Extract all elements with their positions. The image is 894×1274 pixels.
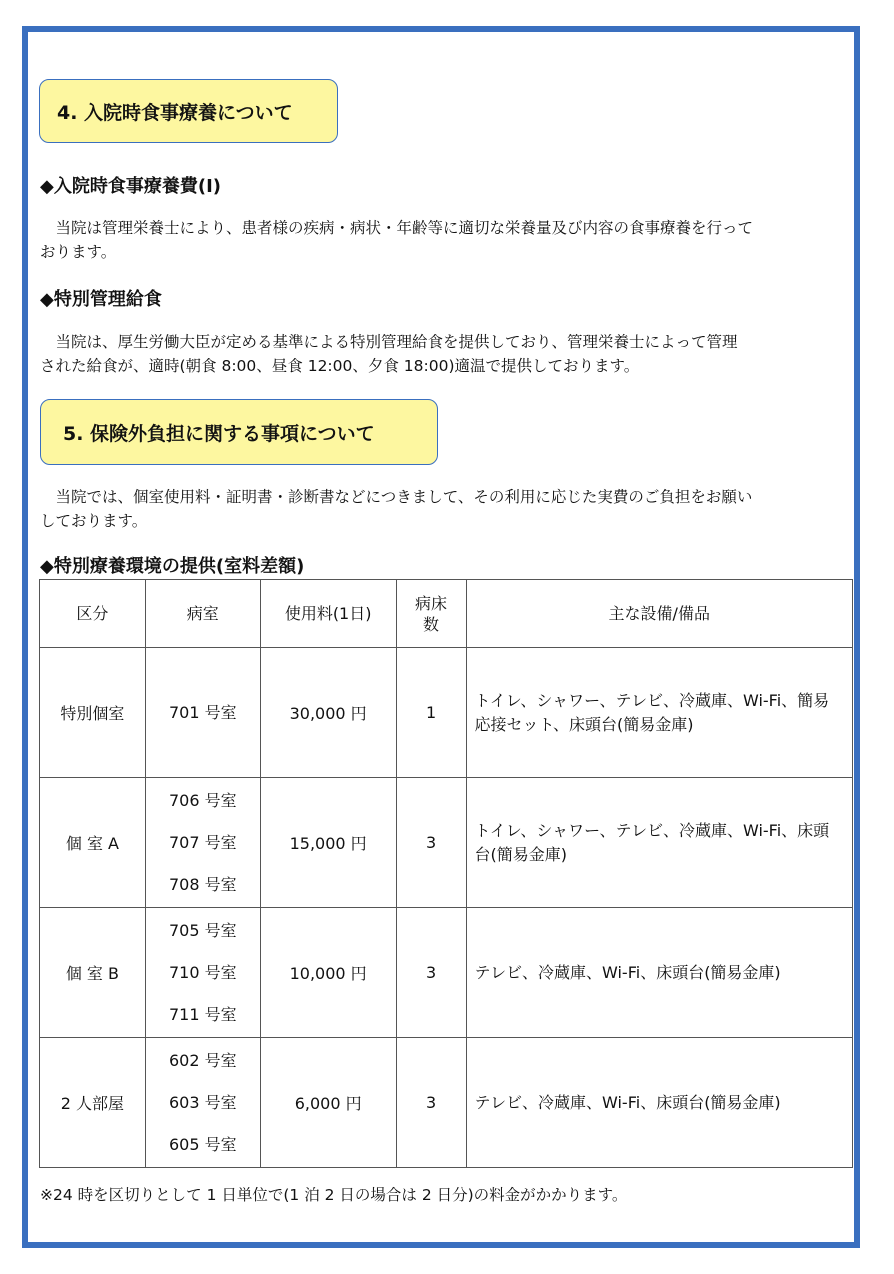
equipment-line-1: テレビ、冷蔵庫、Wi-Fi、床頭台(簡易金庫) — [474, 1092, 781, 1112]
row-category: 特別個室 — [40, 648, 146, 778]
table-row — [40, 1038, 853, 1168]
row-fee: 6,000 円 — [260, 1038, 396, 1168]
row-equipment — [466, 1038, 853, 1168]
row-fee: 30,000 円 — [260, 648, 396, 778]
special-meal-heading: ◆特別管理給食 — [40, 289, 162, 310]
extra-charge-line-1: 当院では、個室使用料・証明書・診断書などにつきまして、その利用に応じた実費のご負担をお願い — [55, 488, 753, 506]
row-rooms — [145, 1038, 260, 1168]
row-category: 2 人部屋 — [40, 1038, 146, 1168]
meal-cost-line-1: 当院は管理栄養士により、患者様の疾病・病状・年齢等に適切な栄養量及び内容の食事療養を行って — [55, 219, 754, 237]
table-row — [40, 648, 853, 778]
row-fee: 10,000 円 — [260, 908, 396, 1038]
section-5-title-box — [40, 399, 438, 465]
room-number: 710 号室 — [168, 962, 237, 982]
fee-note: ※24 時を区切りとして 1 日単位で(1 泊 2 日の場合は 2 日分)の料金がかかります。 — [40, 1186, 628, 1204]
row-beds: 1 — [396, 648, 466, 778]
extra-charge-paragraph — [40, 485, 858, 533]
room-number: 602 号室 — [168, 1050, 237, 1070]
row-beds: 3 — [396, 1038, 466, 1168]
header-fee: 使用料(1日) — [260, 580, 396, 648]
equipment-line-1: テレビ、冷蔵庫、Wi-Fi、床頭台(簡易金庫) — [474, 962, 781, 982]
table-row — [40, 908, 853, 1038]
room-fee-table — [39, 579, 853, 1168]
room-fee-table-heading: ◆特別療養環境の提供(室料差額) — [40, 556, 305, 577]
room-number: 711 号室 — [168, 1004, 237, 1024]
section-4-title-box — [39, 79, 338, 143]
row-equipment — [466, 778, 853, 908]
row-rooms — [145, 908, 260, 1038]
header-beds — [396, 580, 466, 648]
header-equipment: 主な設備/備品 — [466, 580, 853, 648]
section-4-title: 4. 入院時食事療養について — [57, 101, 293, 124]
room-number: 706 号室 — [168, 790, 237, 810]
room-number: 707 号室 — [168, 832, 237, 852]
row-fee: 15,000 円 — [260, 778, 396, 908]
row-beds: 3 — [396, 908, 466, 1038]
room-number: 603 号室 — [168, 1092, 237, 1112]
row-equipment — [466, 648, 853, 778]
room-number: 708 号室 — [168, 874, 237, 894]
special-meal-line-2: された給食が、適時(朝食 8:00、昼食 12:00、夕食 18:00)適温で提供しております。 — [40, 357, 640, 375]
equipment-line-2: 応接セット、床頭台(簡易金庫) — [474, 714, 694, 734]
section-5-title: 5. 保険外負担に関する事項について — [63, 422, 375, 445]
equipment-line-2: 台(簡易金庫) — [474, 844, 567, 864]
extra-charge-line-2: しております。 — [40, 512, 148, 530]
equipment-line-1: トイレ、シャワー、テレビ、冷蔵庫、Wi-Fi、床頭 — [474, 820, 830, 840]
equipment-line-1: トイレ、シャワー、テレビ、冷蔵庫、Wi-Fi、簡易 — [474, 690, 830, 710]
meal-cost-line-2: おります。 — [40, 243, 117, 261]
special-meal-line-1: 当院は、厚生労働大臣が定める基準による特別管理給食を提供しており、管理栄養士によって管理 — [55, 333, 738, 351]
header-beds-line-1: 病床 — [415, 593, 448, 613]
table-header-row — [40, 580, 853, 648]
row-category: 個 室 B — [40, 908, 146, 1038]
row-rooms — [145, 778, 260, 908]
table-row — [40, 778, 853, 908]
meal-cost-heading: ◆入院時食事療養費(Ⅰ) — [40, 176, 221, 197]
header-room: 病室 — [145, 580, 260, 648]
room-number: 705 号室 — [168, 920, 237, 940]
special-meal-paragraph — [40, 330, 858, 378]
row-rooms — [145, 648, 260, 778]
room-number: 605 号室 — [168, 1134, 237, 1154]
row-category: 個 室 A — [40, 778, 146, 908]
row-beds: 3 — [396, 778, 466, 908]
meal-cost-paragraph — [40, 216, 858, 264]
row-equipment — [466, 908, 853, 1038]
room-number: 701 号室 — [168, 702, 237, 722]
header-category: 区分 — [40, 580, 146, 648]
header-beds-line-2: 数 — [423, 614, 440, 634]
